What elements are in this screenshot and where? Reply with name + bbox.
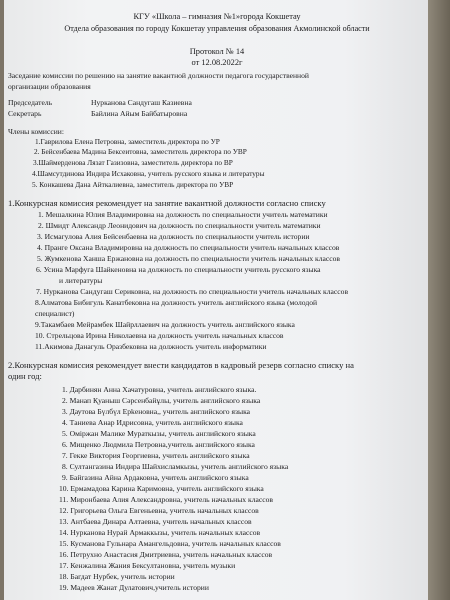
section-2-item: 11. Миронбаева Алия Александровна, учитель начальных классов xyxy=(59,495,273,504)
section-2-item: 5. Омiржан Малике Мураткызы, учитель английского языка xyxy=(62,429,256,438)
document-page xyxy=(4,0,430,600)
member-item: 1.Гаврилова Елена Петровна, заместитель директора по УР xyxy=(35,137,220,146)
section-2-item: 18. Багдат Нурбек, учитель истории xyxy=(59,572,175,581)
subject-line-1: Заседание комиссии по решению на занятие вакантной должности педагога государственной xyxy=(8,71,309,80)
section-2-item: 1. Дарбинян Анна Хачатуровна, учитель английского языка. xyxy=(62,385,257,394)
section-1-item: 1. Мешалкина Юлия Владимировна на должность по специальности учитель математики xyxy=(38,210,328,219)
secretary-label: Секретарь xyxy=(8,109,42,118)
member-item: 4.Шамсутдинова Индира Исхаковна, учитель русского языка и литературы xyxy=(32,169,265,178)
protocol-number: Протокол № 14 xyxy=(189,47,245,56)
protocol-date: от 12.08.2022г xyxy=(191,58,243,67)
department-name: Отдела образования по городу Кокшетау управления образования Акмолинской области xyxy=(64,24,370,33)
section-2-item: 9. Байгазина Айна Ардаковна, учитель английского языка xyxy=(62,473,249,482)
section-2-item: 6. Мищенко Людмила Петровна,учитель английского языка xyxy=(62,440,255,449)
section-2-item: 17. Кенжалина Жания Бексултановна, учитель музыки xyxy=(59,561,236,570)
chair-label: Председатель xyxy=(8,98,53,107)
section-2-item: 2. Манап Қуаныш Сәрсенбайұлы, учитель английского языка xyxy=(62,396,261,405)
section-2-item: 3. Даутова Бүлбүл Ерkеновна,, учитель английского языка xyxy=(62,407,251,416)
subject-line-2: организации образования xyxy=(8,82,91,91)
section-1-title: 1.Конкурсная комиссия рекомендует на занятие вакантной должности согласно списку xyxy=(8,198,326,208)
section-2-item: 12. Григорьева Ольга Евгеньевна, учитель начальных классов xyxy=(59,506,259,515)
section-1-item: 7. Нурканова Сандугаш Сериковна, на должность по специальности учитель начальных классов xyxy=(36,287,349,296)
member-item: 2. Бейсенбаева Мадина Бексеитовна, заместитель директора по УВР xyxy=(34,147,247,156)
chair-name: Нурканова Сандугаш Казиевна xyxy=(91,98,192,107)
section-2-item: 8. Султангазина Индира Шайхисламкызы, учитель английского языка xyxy=(62,462,289,471)
section-1-item-continued: и литературы xyxy=(59,276,103,285)
section-2-title-continued: один год: xyxy=(8,371,42,381)
section-1-item-continued: специалист) xyxy=(35,309,75,318)
section-1-item: 6. Усина Марфуга Шайкеновна на должность по специальности учитель русского языка xyxy=(36,265,321,274)
section-2-item: 13. Антбаева Динара Алтаевна, учитель начальных классов xyxy=(59,517,252,526)
section-2-item: 19. Мадеев Жанат Дулатович,учитель истории xyxy=(59,583,209,592)
section-2-item: 15. Кусманова Гульнара Амангельдовна, учитель начальных классов xyxy=(59,539,281,548)
section-1-item: 10. Стрельцова Ирина Николаевна на должность учитель начальных классов xyxy=(35,331,284,340)
section-1-item: 4. Пранге Оксана Владимировна на должность по специальности учитель начальных классов xyxy=(37,243,340,252)
section-1-item: 8.Алматова Бибигуль Канатбековна на должность учитель английского языка (молодой xyxy=(35,298,318,307)
page-edge-shadow xyxy=(428,0,450,600)
school-name: КГУ «Школа – гимназия №1»города Кокшетау xyxy=(133,12,301,21)
section-2-item: 14. Нурканова Нурай Армаккызы, учитель начальных классов xyxy=(59,528,261,537)
section-1-item: 11.Акимова Данагуль Оразбековна на должность учитель информатики xyxy=(35,342,267,351)
section-1-item: 9.Такамбаев Мейрамбек Шайрллаевич на должность учитель английского языка xyxy=(35,320,295,329)
section-2-item: 7. Гекке Виктория Георгиевна, учитель английского языка xyxy=(62,451,250,460)
section-2-item: 10. Ермамадова Карина Каримовна, учитель английского языка xyxy=(59,484,264,493)
section-2-item: 16. Петрухно Анастасия Дмитриевна, учитель начальных классов xyxy=(59,550,273,559)
secretary-name: Байлина Айым Байбатыровна xyxy=(91,109,188,118)
section-2-title: 2.Конкурсная комиссия рекомендует внести кандидатов в кадровый резерв согласно списку на xyxy=(8,360,354,370)
section-1-item: 3. Исмагулова Алия Бейсенбаевна на должность по специальности учитель истории xyxy=(37,232,310,241)
section-2-item: 4. Тaниева Анар Идрисовна, учитель английского языка xyxy=(62,418,243,427)
section-1-item: 2. Шмидт Александр Леонидович на должность по специальности учитель математики xyxy=(38,221,321,230)
member-item: 3.Шаймерденова Лязат Газизовна, заместитель директора по ВР xyxy=(33,158,233,167)
members-title: Члены комиссии: xyxy=(8,127,64,136)
member-item: 5. Конкашева Дана Айткалиевна, заместитель директора по УВР xyxy=(32,180,234,189)
section-1-item: 5. Жумкенова Ханша Ержановна на должность по специальности учитель начальных классов xyxy=(37,254,340,263)
